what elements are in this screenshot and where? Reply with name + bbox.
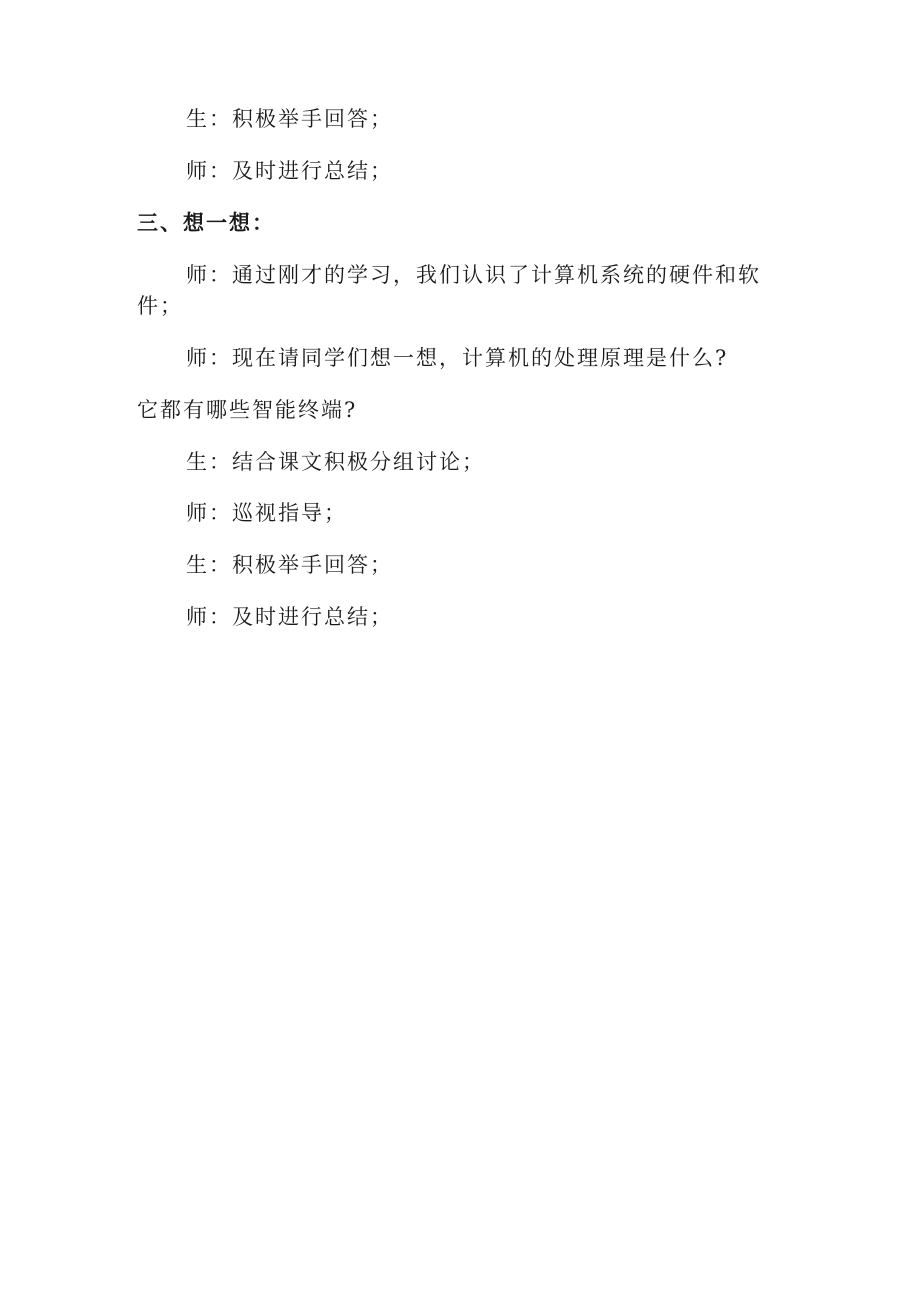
paragraph-student-answer-2: 生：积极举手回答；: [186, 553, 393, 577]
section-heading: 三、想一想：: [137, 211, 275, 235]
paragraph-student-answer-1: 生：积极举手回答；: [186, 107, 393, 131]
paragraph-student-discussion: 生：结合课文积极分组讨论；: [186, 450, 485, 474]
paragraph-teacher-summary-2: 师：及时进行总结；: [186, 605, 393, 629]
paragraph-teacher-intro-line2: 件；: [137, 294, 183, 318]
paragraph-teacher-summary-1: 师：及时进行总结；: [186, 159, 393, 183]
paragraph-teacher-guidance: 师：巡视指导；: [186, 501, 347, 525]
paragraph-teacher-question-line1: 师：现在请同学们想一想，计算机的处理原理是什么?: [186, 346, 729, 370]
paragraph-teacher-intro-line1: 师：通过刚才的学习，我们认识了计算机系统的硬件和软: [186, 263, 761, 287]
paragraph-teacher-question-line2: 它都有哪些智能终端?: [137, 398, 358, 422]
